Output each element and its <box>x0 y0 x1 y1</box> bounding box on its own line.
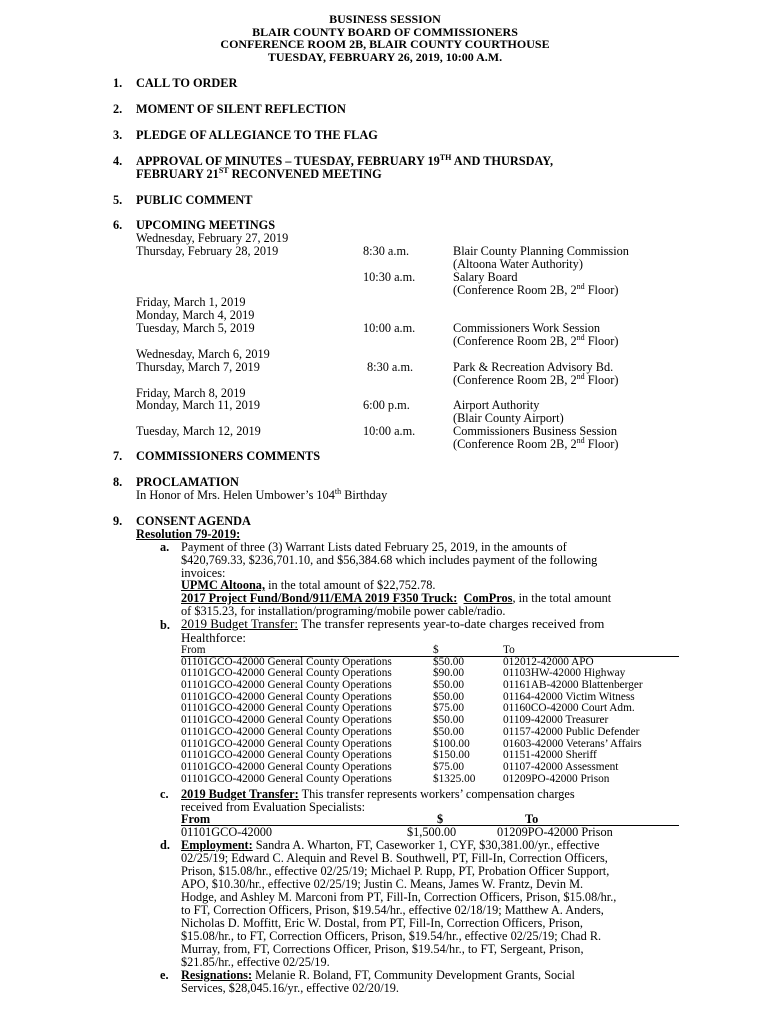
cell-from: 01101GCO-42000 General County Operations <box>181 749 392 762</box>
cell-from: 01101GCO-42000 General County Operations <box>181 702 392 715</box>
employment-label: Employment: <box>181 838 253 852</box>
meeting-date: Wednesday, February 27, 2019 <box>136 231 289 245</box>
item-title: PLEDGE OF ALLEGIANCE TO THE FLAG <box>136 128 378 142</box>
meeting-location-floor: Floor) <box>584 283 619 297</box>
meeting-date: Thursday, March 7, 2019 <box>136 360 260 374</box>
meeting-date: Monday, March 11, 2019 <box>136 398 261 412</box>
meeting-date: Friday, March 1, 2019 <box>136 295 246 309</box>
cell-from: 01101GCO-42000 <box>181 825 273 839</box>
meeting-row <box>136 399 696 412</box>
cell-amount: $100.00 <box>433 737 470 750</box>
cell-from: 01101GCO-42000 General County Operations <box>181 760 392 773</box>
agenda-item-5 <box>113 194 252 207</box>
header-line-3: CONFERENCE ROOM 2B, BLAIR COUNTY COURTHOUSE <box>220 37 550 51</box>
agenda-item-9 <box>113 515 251 528</box>
cell-amount: $75.00 <box>433 760 465 773</box>
meeting-desc: (Altoona Water Authority) <box>453 257 583 271</box>
consent-a-project-line-2: of $315.23, for installation/programing/mobile power cable/radio. <box>181 604 506 618</box>
item-number: 5. <box>113 193 123 207</box>
consent-c-line-1 <box>181 788 575 801</box>
meeting-time: 6:00 p.m. <box>363 398 410 412</box>
column-header-from: From <box>181 812 211 826</box>
consent-d-line: $15.08/hr., to FT, Correction Officers, Prison, $19.54/hr., effective 02/25/19; Chad R. <box>181 929 602 943</box>
meeting-date: Thursday, February 28, 2019 <box>136 244 279 258</box>
item-number: 6. <box>113 218 123 232</box>
budget-transfer-label: 2019 Budget Transfer: <box>181 787 299 801</box>
agenda-item-4-line-2 <box>136 165 382 181</box>
cell-from: 01101GCO-42000 General County Operations <box>181 772 392 785</box>
meeting-date: Tuesday, March 5, 2019 <box>136 321 255 335</box>
item-title: PUBLIC COMMENT <box>136 193 253 207</box>
table-header-rule <box>181 656 679 657</box>
cell-from: 01101GCO-42000 General County Operations <box>181 737 392 750</box>
consent-e-line-2: Services, $28,045.16/yr., effective 02/20/19. <box>181 981 399 995</box>
meeting-row <box>136 245 696 258</box>
agenda-item-1 <box>113 77 237 90</box>
header-line-1: BUSINESS SESSION <box>329 12 441 26</box>
consent-d-line: 02/25/19; Edward C. Alequin and Revel B. Southwell, PT, Fill-In, Correction Officers, <box>181 851 608 865</box>
column-header-amount: $ <box>433 644 439 656</box>
meeting-location-floor: Floor) <box>584 373 619 387</box>
item-number: 2. <box>113 102 123 116</box>
meeting-date: Monday, March 4, 2019 <box>136 308 255 322</box>
superscript: nd <box>576 281 585 291</box>
meeting-location: (Conference Room 2B, 2 <box>453 334 577 348</box>
table-row <box>181 727 679 739</box>
consent-d-line: $21.85/hr., effective 02/25/19. <box>181 955 330 969</box>
consent-e-line-1 <box>181 969 575 982</box>
meeting-desc: Commissioners Business Session <box>453 424 617 438</box>
employment-text: Sandra A. Wharton, FT, Caseworker 1, CYF, $30,381.00/yr., effective <box>252 838 600 852</box>
column-header-to: To <box>503 644 515 656</box>
cell-amount: $1,500.00 <box>407 825 457 839</box>
item-title: MOMENT OF SILENT REFLECTION <box>136 102 346 116</box>
meeting-desc: Salary Board <box>453 270 518 284</box>
consent-b-line-2: Healthforce: <box>181 630 246 645</box>
meeting-location: (Conference Room 2B, 2 <box>453 283 577 297</box>
meeting-desc: Airport Authority <box>453 398 540 412</box>
cell-amount: $90.00 <box>433 667 465 680</box>
upmc-text: in the total amount of $22,752.78. <box>265 578 436 592</box>
cell-amount: $150.00 <box>433 749 470 762</box>
cell-to: 01160CO-42000 Court Adm. <box>503 702 635 715</box>
project-label: 2017 Project Fund/Bond/911/EMA 2019 F350 Truck: <box>181 591 458 605</box>
column-header-to: To <box>525 812 539 826</box>
cell-to: 01164-42000 Victim Witness <box>503 690 635 703</box>
consent-c-line-2: received from Evaluation Specialists: <box>181 800 366 814</box>
consent-d-line: APO, $10.30/hr., effective 02/25/19; Justin C. Means, James W. Frantz, Devin M. <box>181 877 584 891</box>
consent-a-line-2: $420,769.33, $236,701.10, and $56,384.68 which includes payment of the following <box>181 553 598 567</box>
consent-letter-d: d. <box>160 838 170 852</box>
meeting-row <box>136 258 696 271</box>
meeting-time: 10:00 a.m. <box>363 424 416 438</box>
cell-amount: $75.00 <box>433 702 465 715</box>
budget-transfer-label: 2019 Budget Transfer: <box>181 616 298 631</box>
item-title-line2-cont: RECONVENED MEETING <box>228 167 382 181</box>
cell-to: 01209PO-42000 Prison <box>497 825 613 839</box>
consent-a-upmc <box>181 579 435 592</box>
table-row <box>181 762 679 774</box>
cell-amount: $50.00 <box>433 679 465 692</box>
consent-letter-b: b. <box>160 618 170 632</box>
meeting-desc <box>453 435 619 451</box>
budget-transfer-text: The transfer represents year-to-date charges received from <box>298 616 605 631</box>
agenda-item-7 <box>113 450 320 463</box>
cell-amount: $1325.00 <box>433 772 476 785</box>
table-row <box>181 774 679 786</box>
meeting-location-floor: Floor) <box>584 334 619 348</box>
agenda-item-2 <box>113 103 346 116</box>
consent-a-line-3: invoices: <box>181 566 226 580</box>
consent-letter-e: e. <box>160 968 169 982</box>
item-number: 8. <box>113 475 123 489</box>
cell-from: 01101GCO-42000 General County Operations <box>181 725 392 738</box>
table-header <box>181 645 679 657</box>
meeting-time: 8:30 a.m. <box>363 244 410 258</box>
superscript: nd <box>576 371 585 381</box>
transfer-table <box>181 645 679 785</box>
superscript: ST <box>218 165 229 175</box>
item-title: CONSENT AGENDA <box>136 514 251 528</box>
cell-to: 01161AB-42000 Blattenberger <box>503 679 643 692</box>
column-header-from: From <box>181 644 206 656</box>
document-header <box>0 13 770 63</box>
cell-to: 01107-42000 Assessment <box>503 760 619 773</box>
cell-from: 01101GCO-42000 General County Operations <box>181 667 392 680</box>
consent-d-line: Murray, from, FT, Corrections Officer, Prison, $19.54/hr., to FT, Sergeant, Prison, <box>181 942 584 956</box>
header-line-2: BLAIR COUNTY BOARD OF COMMISSIONERS <box>252 24 518 39</box>
cell-amount: $50.00 <box>433 690 465 703</box>
consent-d-line: to FT, Correction Officers, Prison, $19.54/hr., effective 02/18/19; Matthew A. Anders, <box>181 903 604 917</box>
item-title: COMMISSIONERS COMMENTS <box>136 449 321 463</box>
meeting-desc <box>453 332 619 348</box>
resolution-number: Resolution 79-2019: <box>136 527 241 541</box>
proclamation-text-a: In Honor of Mrs. Helen Umbower’s 104 <box>136 488 335 502</box>
cell-amount: $50.00 <box>433 725 465 738</box>
item-number: 1. <box>113 76 123 90</box>
consent-letter-c: c. <box>160 787 169 801</box>
meeting-time: 10:30 a.m. <box>363 270 416 284</box>
upmc-label: UPMC Altoona, <box>181 578 266 592</box>
consent-d-line: Hodge, and Ashley M. Marconi from PT, Fill-In, Correction Officers, Prison, $15.08/hr., <box>181 890 617 904</box>
consent-d-line: Prison, $15.08/hr., effective 02/25/19; Michael P. Rupp, PT, Probation Officer Support, <box>181 864 610 878</box>
meeting-desc: (Blair County Airport) <box>453 411 564 425</box>
superscript: th <box>334 486 342 496</box>
column-header-amount: $ <box>437 812 444 826</box>
cell-amount: $50.00 <box>433 714 465 727</box>
cell-amount: $50.00 <box>433 655 465 668</box>
meeting-desc <box>453 371 619 387</box>
consent-a-line-1: Payment of three (3) Warrant Lists dated February 25, 2019, in the amounts of <box>181 540 567 554</box>
consent-d-line-0 <box>181 839 599 852</box>
item-number: 7. <box>113 449 123 463</box>
meeting-location: (Conference Room 2B, 2 <box>453 373 577 387</box>
item-title: UPCOMING MEETINGS <box>136 218 276 232</box>
resignations-text: Melanie R. Boland, FT, Community Development Grants, Social <box>252 968 575 982</box>
table-row <box>181 680 679 692</box>
proclamation-text <box>136 486 388 502</box>
consent-b-line-1 <box>181 618 604 631</box>
agenda-item-6 <box>113 219 275 232</box>
item-number: 4. <box>113 154 123 168</box>
header-line-4: TUESDAY, FEBRUARY 26, 2019, 10:00 A.M. <box>267 49 503 64</box>
meeting-desc: Blair County Planning Commission <box>453 244 629 258</box>
item-number: 3. <box>113 128 123 142</box>
meeting-time: 10:00 a.m. <box>363 321 416 335</box>
cell-to: 01109-42000 Treasurer <box>503 714 609 727</box>
meeting-desc <box>453 281 619 297</box>
cell-from: 01101GCO-42000 General County Operations <box>181 714 392 727</box>
consent-a-project <box>181 592 611 605</box>
budget-transfer-text: This transfer represents workers’ compensation charges <box>298 787 575 801</box>
superscript: TH <box>439 152 452 162</box>
meeting-date: Wednesday, March 6, 2019 <box>136 347 270 361</box>
cell-from: 01101GCO-42000 General County Operations <box>181 690 392 703</box>
item-title: CALL TO ORDER <box>136 76 238 90</box>
proclamation-text-b: Birthday <box>341 488 388 502</box>
meeting-location-floor: Floor) <box>584 437 619 451</box>
cell-to: 01103HW-42000 Highway <box>503 667 626 680</box>
agenda-item-4 <box>113 152 554 168</box>
cell-from: 01101GCO-42000 General County Operations <box>181 655 392 668</box>
meeting-date: Tuesday, March 12, 2019 <box>136 424 261 438</box>
superscript: nd <box>576 332 585 342</box>
agenda-item-8 <box>113 476 239 489</box>
cell-from: 01101GCO-42000 General County Operations <box>181 679 392 692</box>
superscript: nd <box>576 435 585 445</box>
cell-to: 01603-42000 Veterans’ Affairs <box>503 737 642 750</box>
cell-to: 01151-42000 Sheriff <box>503 749 597 762</box>
project-vendor: ComPros <box>463 591 513 605</box>
meeting-date: Friday, March 8, 2019 <box>136 386 246 400</box>
item-title-cont: AND THURSDAY, <box>451 154 554 168</box>
item-title-line2: FEBRUARY 21 <box>136 167 219 181</box>
item-title: APPROVAL OF MINUTES – TUESDAY, FEBRUARY 19 <box>136 154 440 168</box>
resignations-label: Resignations: <box>181 968 253 982</box>
cell-to: 012012-42000 APO <box>503 655 594 668</box>
meeting-location: (Conference Room 2B, 2 <box>453 437 577 451</box>
consent-letter-a: a. <box>160 540 170 554</box>
consent-d-line: Nicholas D. Moffitt, Eric W. Dostal, from PT, Fill-In, Correction Officers, Prison, <box>181 916 583 930</box>
agenda-item-3 <box>113 129 378 142</box>
item-title: PROCLAMATION <box>136 475 239 489</box>
project-text: , in the total amount <box>512 591 612 605</box>
meeting-desc: Park & Recreation Advisory Bd. <box>453 360 614 374</box>
cell-to: 01209PO-42000 Prison <box>503 772 610 785</box>
item-number: 9. <box>113 514 123 528</box>
meeting-desc: Commissioners Work Session <box>453 321 601 335</box>
cell-to: 01157-42000 Public Defender <box>503 725 640 738</box>
meeting-time: 8:30 a.m. <box>367 360 414 374</box>
